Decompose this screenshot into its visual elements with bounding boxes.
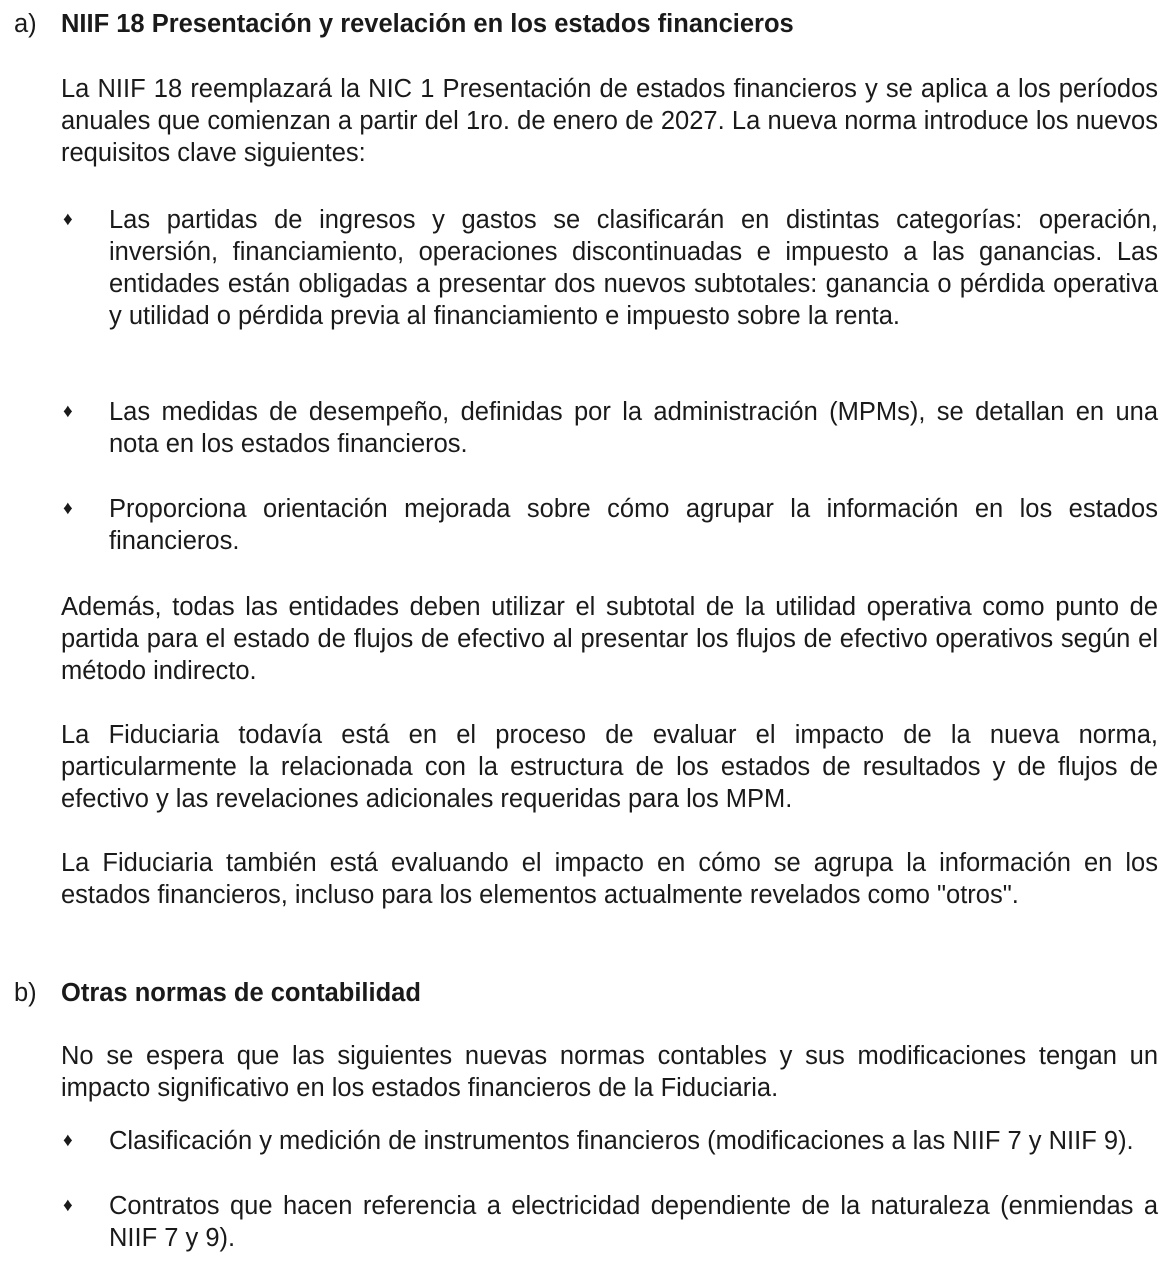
diamond-bullet-icon: ♦ <box>63 401 73 422</box>
section-a-letter: a) <box>14 10 37 38</box>
diamond-bullet-icon: ♦ <box>63 209 73 230</box>
section-a-intro: La NIIF 18 reemplazará la NIC 1 Presentación de estados financieros y se aplica a los períodos anuales que comienzan a partir del 1ro. de enero de 2027. La nueva norma introduce los nuevos requisitos clave siguientes: <box>61 75 1158 167</box>
bullet-text: Las medidas de desempeño, definidas por la administración (MPMs), se detallan en una nota en los estados financieros. <box>109 398 1158 458</box>
diamond-bullet-icon: ♦ <box>63 498 73 519</box>
diamond-bullet-icon: ♦ <box>63 1195 73 1216</box>
section-a-paragraph-3: La Fiduciaria todavía está en el proceso de evaluar el impacto de la nueva norma, particularmente la relacionada con la estructura de los estados de resultados y de flujos de efectivo y las revelaciones adicionales requeridas para los MPM. <box>61 721 1158 813</box>
section-a-paragraph-4: La Fiduciaria también está evaluando el impacto en cómo se agrupa la información en los estados financieros, incluso para los elementos actualmente revelados como "otros". <box>61 849 1158 909</box>
section-b-heading <box>14 977 421 1009</box>
section-a-paragraph-2: Además, todas las entidades deben utilizar el subtotal de la utilidad operativa como punto de partida para el estado de flujos de efectivo al presentar los flujos de efectivo operativos según el método indirecto. <box>61 593 1158 685</box>
bullet-text: Contratos que hacen referencia a electricidad dependiente de la naturaleza (enmiendas a NIIF 7 y 9). <box>109 1192 1158 1252</box>
bullet-text: Las partidas de ingresos y gastos se clasificarán en distintas categorías: operación, inversión, financiamiento, operaciones discontinuadas e impuesto a las ganancias. Las entidades están obligadas a presentar dos nuevos subtotales: ganancia o pérdida operativa y utilidad o pérdida previa al financiamiento e impuesto sobre la renta. <box>109 206 1158 330</box>
diamond-bullet-icon: ♦ <box>63 1130 73 1151</box>
bullet-text: Clasificación y medición de instrumentos financieros (modificaciones a las NIIF 7 y NIIF 9). <box>109 1127 1134 1155</box>
section-b-letter: b) <box>14 979 37 1007</box>
bullet-text: Proporciona orientación mejorada sobre cómo agrupar la información en los estados financieros. <box>109 495 1158 555</box>
section-a-heading <box>14 8 794 40</box>
section-a-title: NIIF 18 Presentación y revelación en los estados financieros <box>61 10 794 38</box>
section-b-intro: No se espera que las siguientes nuevas normas contables y sus modificaciones tengan un impacto significativo en los estados financieros de la Fiduciaria. <box>61 1042 1158 1102</box>
section-b-title: Otras normas de contabilidad <box>61 979 421 1007</box>
